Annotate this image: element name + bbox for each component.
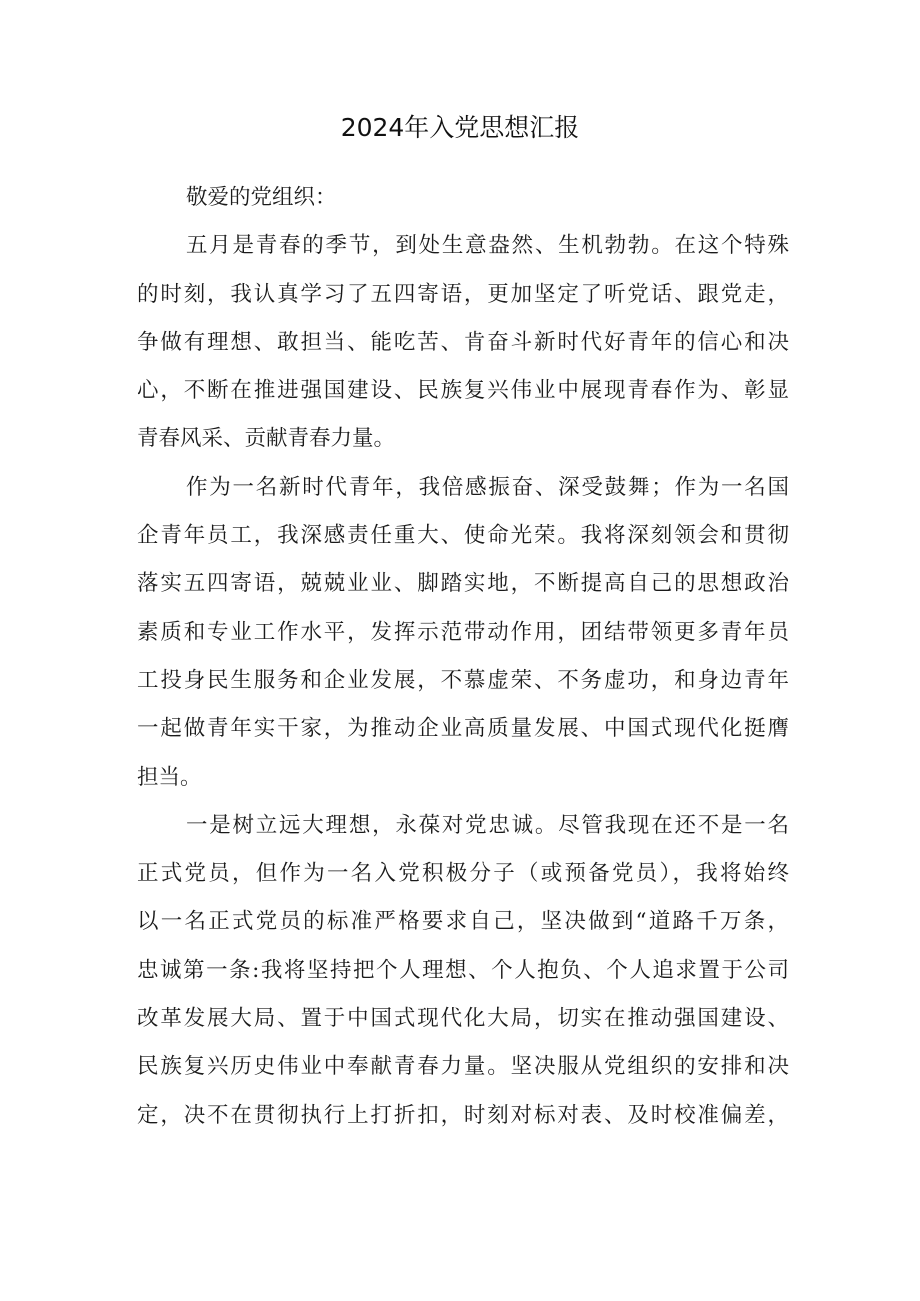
paragraph-2 (137, 464, 789, 802)
paragraph-line: 五月是青春的季节，到处生意盎然、生机勃勃。在这个特殊 (186, 233, 789, 259)
paragraph-1 (137, 222, 789, 463)
paragraph-line: 工投身民生服务和企业发展，不慕虚荣、不务虚功，和身边青年 (137, 667, 789, 693)
paragraph-line: 的时刻，我认真学习了五四寄语，更加坚定了听党话、跟党走， (137, 281, 789, 307)
paragraph-line: 素质和专业工作水平，发挥示范带动作用，团结带领更多青年员 (137, 619, 789, 645)
paragraph-line: 落实五四寄语，兢兢业业、脚踏实地，不断提高自己的思想政治 (137, 571, 789, 597)
paragraph-line: 正式党员，但作为一名入党积极分子（或预备党员），我将始终 (137, 861, 789, 887)
document-title: 2024年入党思想汇报 (340, 113, 580, 142)
paragraph-line: 企青年员工，我深感责任重大、使命光荣。我将深刻领会和贯彻 (137, 523, 789, 549)
paragraph-line: 作为一名新时代青年，我倍感振奋、深受鼓舞；作为一名国 (186, 474, 789, 500)
paragraph-line: 定，决不在贯彻执行上打折扣，时刻对标对表、及时校准偏差， (137, 1102, 789, 1128)
paragraph-line: 民族复兴历史伟业中奉献青春力量。坚决服从党组织的安排和决 (137, 1054, 789, 1080)
paragraph-line: 一起做青年实干家，为推动企业高质量发展、中国式现代化挺膺 (137, 716, 789, 742)
salutation: 敬爱的党组织： (186, 185, 337, 210)
paragraph-line: 心，不断在推进强国建设、民族复兴伟业中展现青春作为、彰显 (137, 378, 789, 404)
paragraph-line: 青春风采、贡献青春力量。 (137, 426, 396, 452)
document-body (137, 174, 789, 1140)
paragraph-line: 改革发展大局、置于中国式现代化大局，切实在推动强国建设、 (137, 1006, 789, 1032)
paragraph-line: 以一名正式党员的标准严格要求自己，坚决做到“道路千万条， (137, 909, 789, 935)
paragraph-line: 争做有理想、敢担当、能吃苦、肯奋斗新时代好青年的信心和决 (137, 329, 789, 355)
paragraph-line: 一是树立远大理想，永葆对党忠诚。尽管我现在还不是一名 (186, 812, 789, 838)
paragraph-line: 担当。 (137, 764, 202, 790)
paragraph-line: 忠诚第一条:我将坚持把个人理想、个人抱负、个人追求置于公司 (137, 957, 789, 983)
paragraph-3 (137, 802, 789, 1140)
